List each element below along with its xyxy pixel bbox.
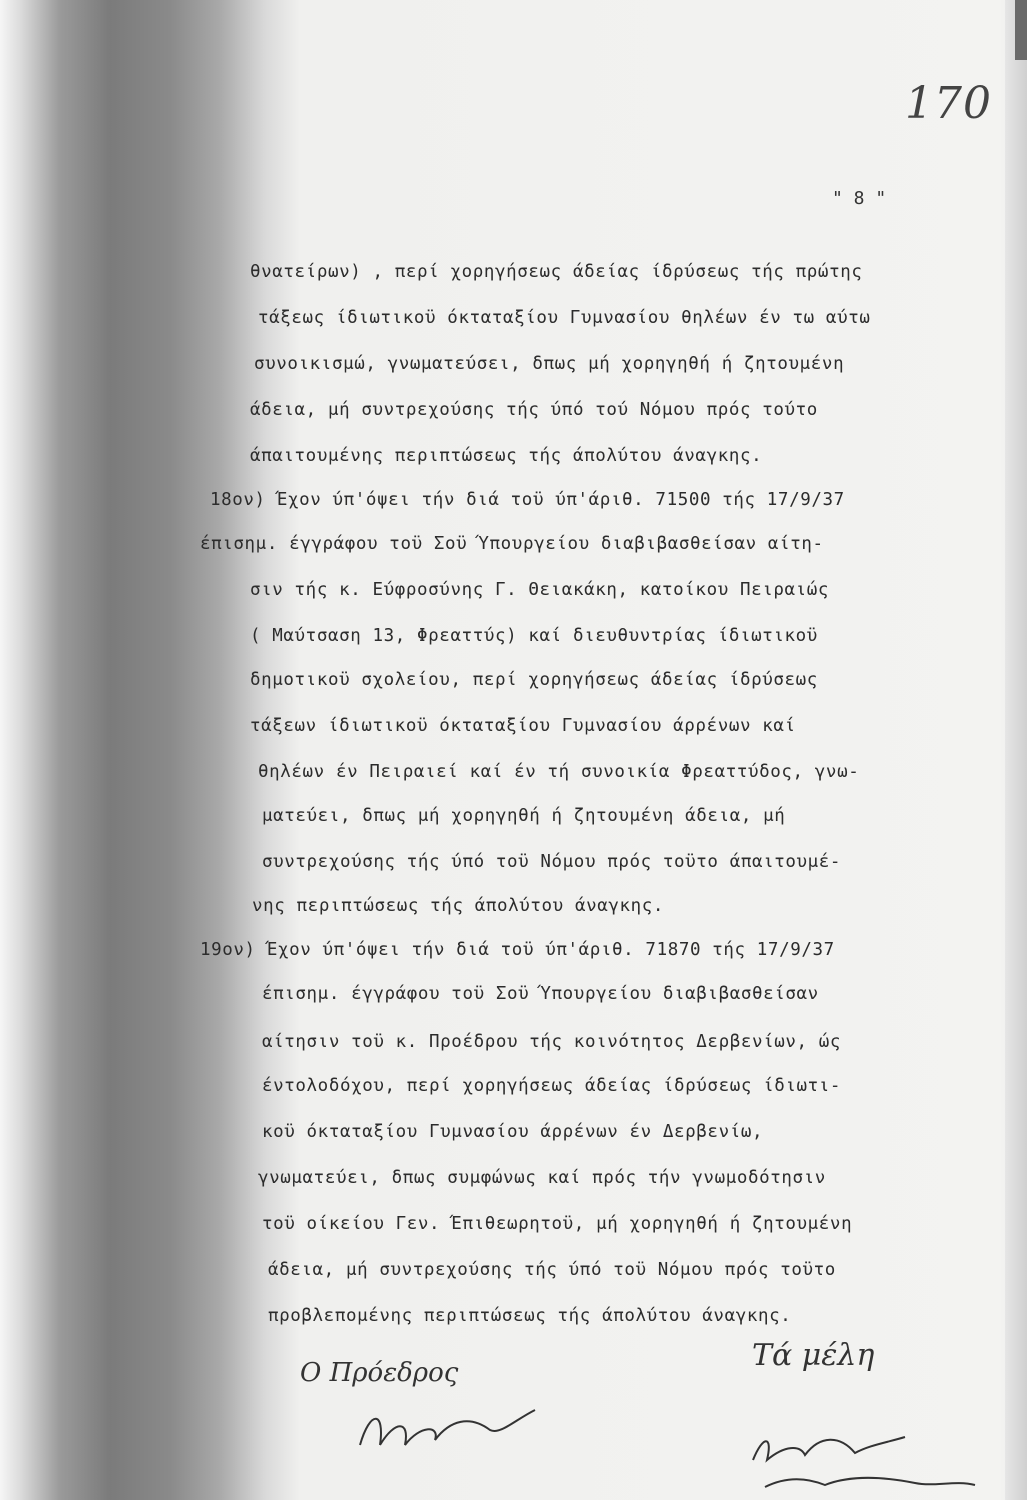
text-line: ματεύει, δπως μή χορηγηθή ή ζητουμένη άδεια, μή xyxy=(262,806,786,826)
text-line: τάξεως ίδιωτικοϋ όκταταξίου Γυμνασίου θηλέων έν τω αύτω xyxy=(258,308,871,328)
text-line: προβλεπομένης περιπτώσεως τής άπολύτου άναγκης. xyxy=(268,1306,792,1326)
text-line: αίτησιν τοϋ κ. Προέδρου τής κοινότητος Δερβενίων, ώς xyxy=(262,1032,842,1052)
text-line: άδεια, μή συντρεχούσης τής ύπό τοϋ Νόμου πρός τοϋτο xyxy=(268,1260,836,1280)
page-marker: " 8 " xyxy=(832,188,887,209)
text-line: νης περιπτώσεως τής άπολύτου άναγκης. xyxy=(252,896,665,916)
scan-edge-mark xyxy=(1015,0,1027,60)
signature-left-label: Ο Πρόεδρος xyxy=(300,1358,459,1388)
text-line: σιν τής κ. Εύφροσύνης Γ. Θειακάκη, κατοίκου Πειραιώς xyxy=(250,580,830,600)
signature-right-label: Τά μέλη xyxy=(752,1338,875,1373)
text-line: ( Μαύτσαση 13, Φρεαττύς) καί διευθυντρίας ίδιωτικοϋ xyxy=(250,626,818,646)
text-line: 19ον) Έχον ύπ'όψει τήν διά τοϋ ύπ'άριθ. 71870 τής 17/9/37 xyxy=(200,940,835,960)
text-line: άδεια, μή συντρεχούσης τής ύπό τού Νόμου πρός τούτο xyxy=(250,400,818,420)
text-line: έπισημ. έγγράφου τοϋ Σοϋ Ύπουργείου διαβιβασθείσαν xyxy=(262,984,819,1004)
text-line: συντρεχούσης τής ύπό τοϋ Νόμου πρός τοϋτο άπαιτουμέ- xyxy=(262,852,842,872)
handwritten-page-number: 170 xyxy=(905,78,992,129)
signature-left xyxy=(350,1400,550,1470)
page-edge xyxy=(1005,0,1027,1500)
text-line: κοϋ όκταταξίου Γυμνασίου άρρένων έν Δερβενίω, xyxy=(262,1122,764,1142)
text-line: 18ον) Έχον ύπ'όψει τήν διά τοϋ ύπ'άριθ. 71500 τής 17/9/37 xyxy=(210,490,845,510)
text-line: άπαιτουμένης περιπτώσεως τής άπολύτου άναγκης. xyxy=(250,446,763,466)
text-line: συνοικισμώ, γνωματεύσει, δπως μή χορηγηθή ή ζητουμένη xyxy=(254,354,845,374)
text-line: τοϋ οίκείου Γεν. Έπιθεωρητοϋ, μή χορηγηθή ή ζητουμένη xyxy=(262,1214,853,1234)
text-line: έπισημ. έγγράφου τοϋ Σοϋ Ύπουργείου διαβιβασθείσαν αίτη- xyxy=(200,534,824,554)
text-line: έντολοδόχου, περί χορηγήσεως άδείας ίδρύσεως ίδιωτι- xyxy=(262,1076,842,1096)
signature-right xyxy=(745,1425,985,1500)
text-line: γνωματεύει, δπως συμφώνως καί πρός τήν γνωμοδότησιν xyxy=(258,1168,826,1188)
text-line: δημοτικοϋ σχολείου, περί χορηγήσεως άδείας ίδρύσεως xyxy=(250,670,818,690)
text-line: θηλέων έν Πειραιεί καί έν τή συνοικία Φρεαττύδος, γνω- xyxy=(258,762,860,782)
text-line: θνατείρων) , περί χορηγήσεως άδείας ίδρύσεως τής πρώτης xyxy=(250,262,863,282)
text-line: τάξεων ίδιωτικοϋ όκταταξίου Γυμνασίου άρρένων καί xyxy=(250,716,796,736)
